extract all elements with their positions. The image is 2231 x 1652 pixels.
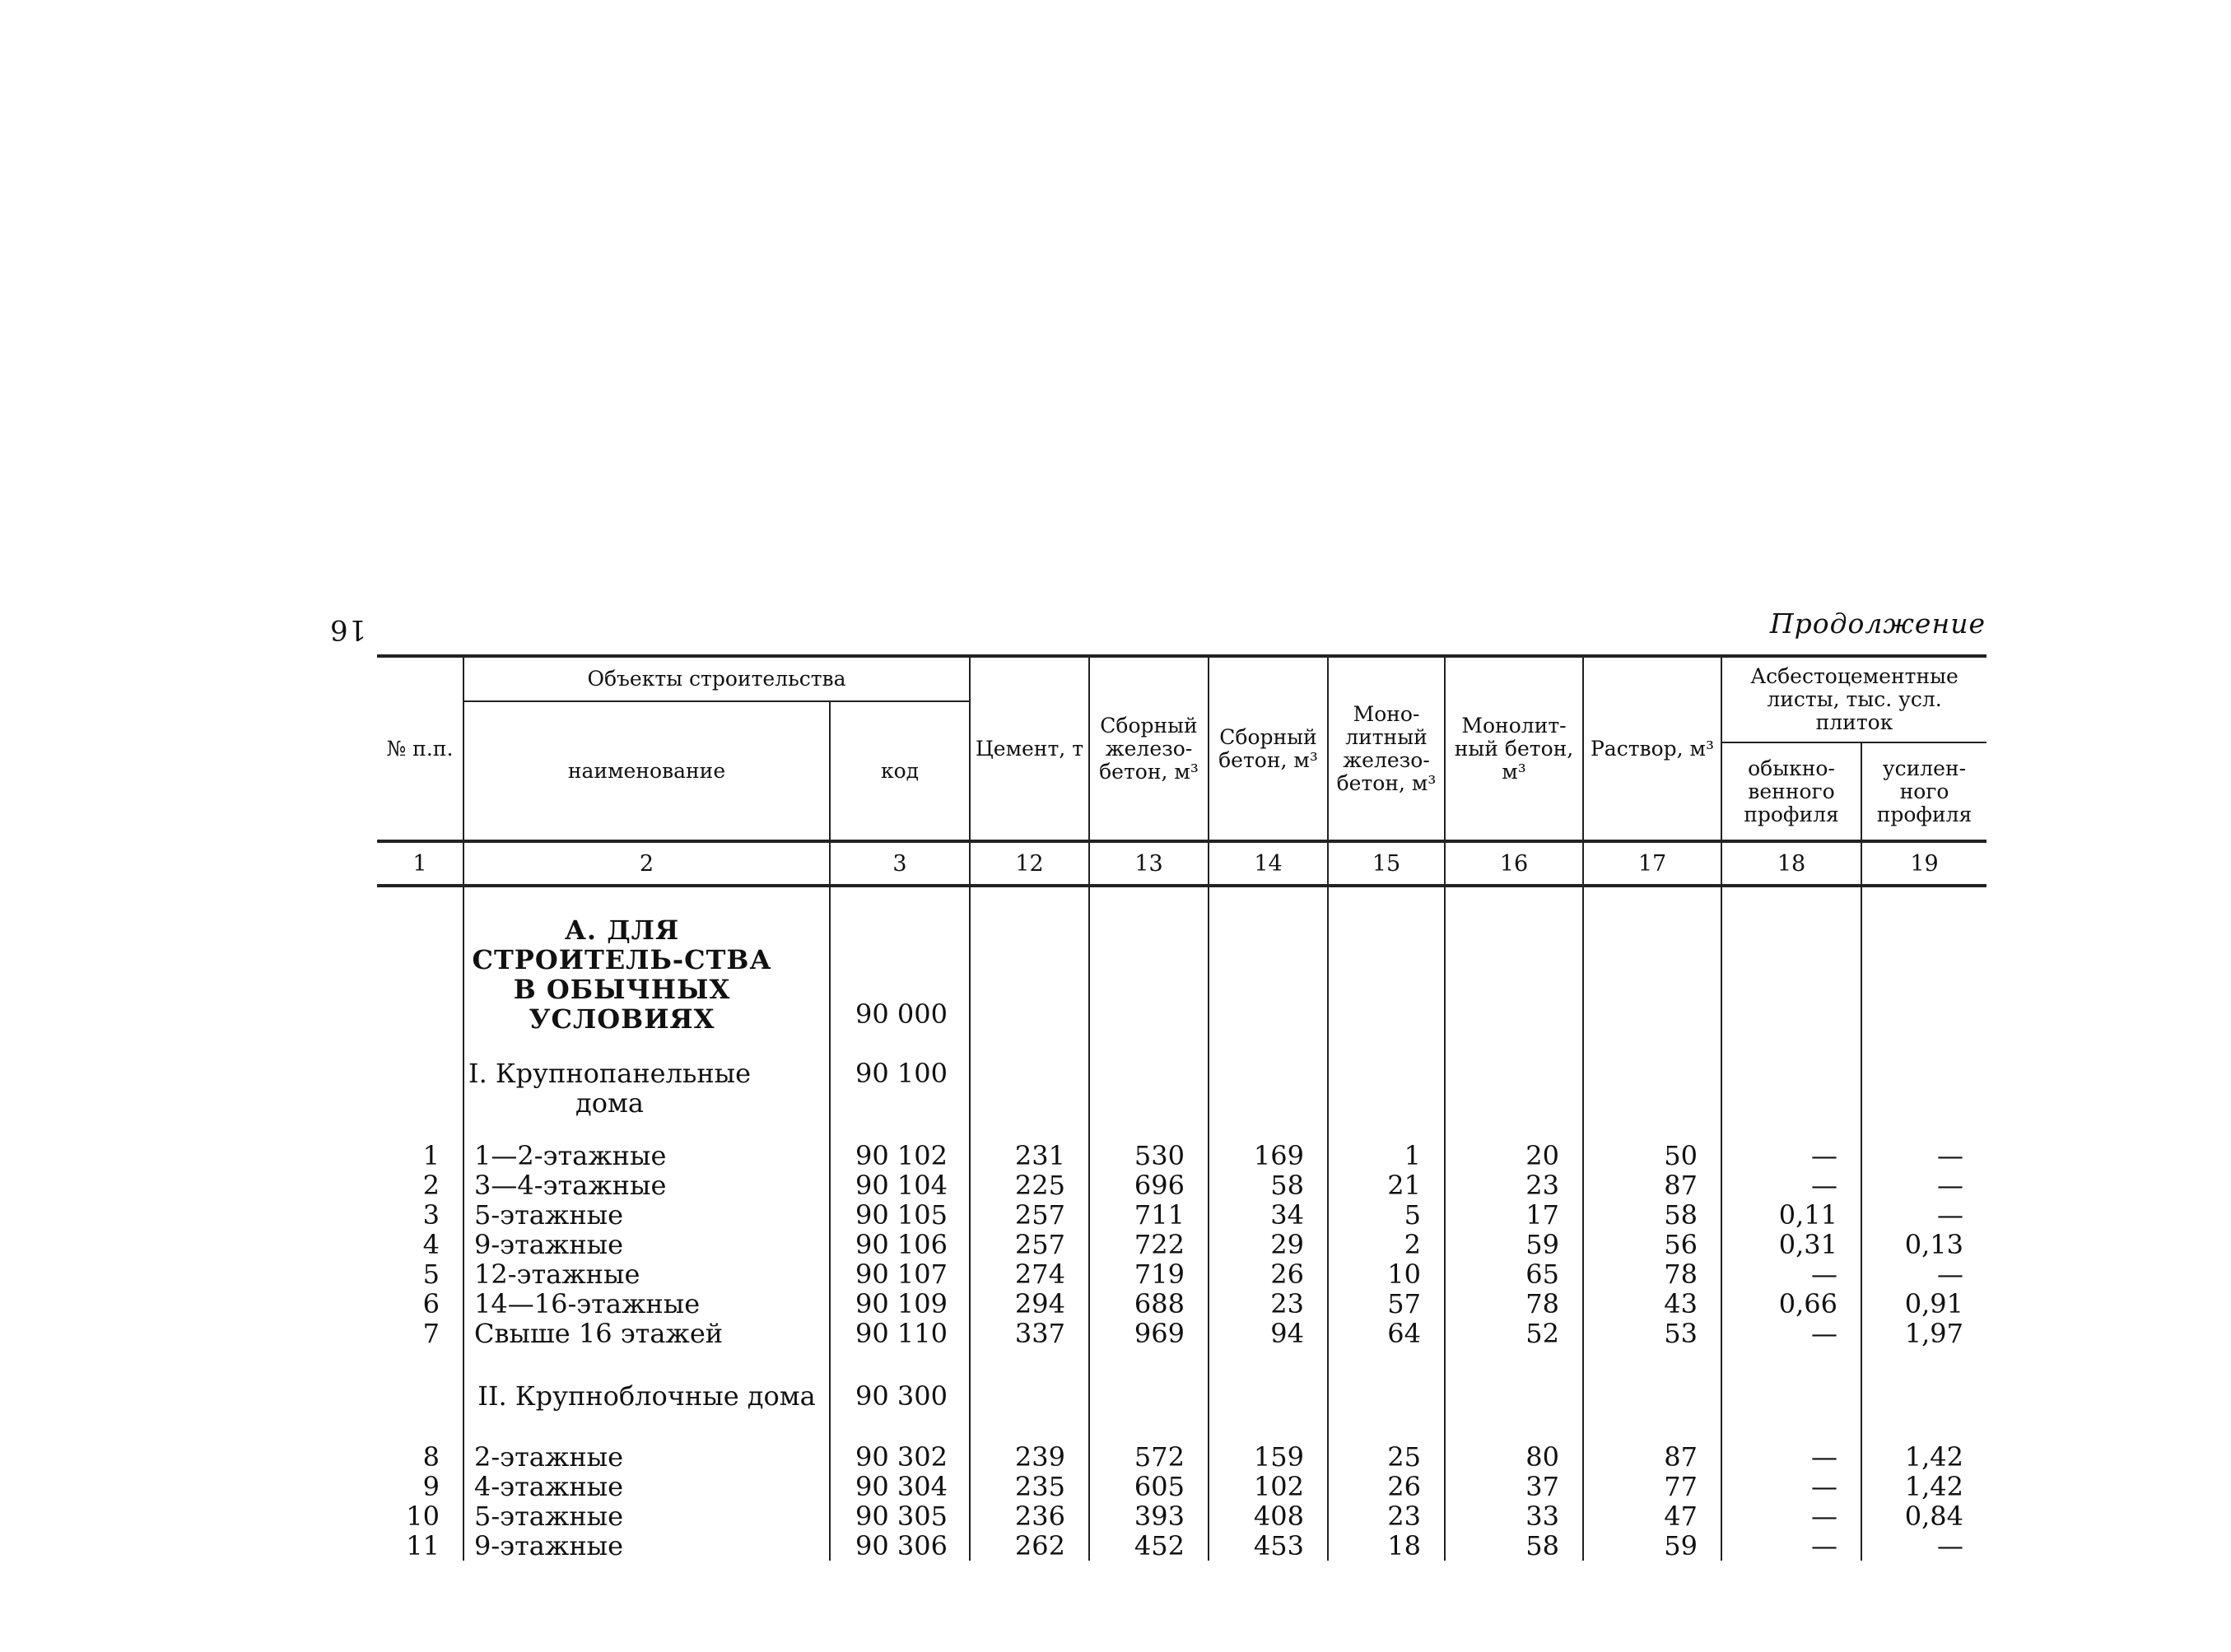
cell-c17: 87: [1583, 1442, 1721, 1472]
header-prefab-concrete: Сборный бетон, м³: [1209, 656, 1328, 841]
cell-c15: 21: [1328, 1170, 1445, 1200]
cell-code: 90 304: [830, 1472, 970, 1501]
table-row: [377, 1501, 1986, 1531]
cell-c18: —: [1721, 1141, 1861, 1170]
section-2-code: 90 300: [830, 1378, 970, 1414]
column-number: 14: [1209, 841, 1328, 886]
cell-code: 90 106: [830, 1230, 970, 1259]
cell-c14: 58: [1209, 1170, 1328, 1200]
cell-n: 7: [377, 1319, 463, 1348]
cell-c14: 102: [1209, 1472, 1328, 1501]
table-row: [377, 1289, 1986, 1319]
column-number: 16: [1445, 841, 1583, 886]
header-objects: Объекты строительства: [463, 656, 970, 701]
cell-c14: 23: [1209, 1289, 1328, 1319]
cell-c17: 58: [1583, 1200, 1721, 1230]
cell-c18: —: [1721, 1319, 1861, 1348]
section-2-title: II. Крупноблочные дома: [463, 1378, 830, 1414]
cell-name: 9-этажные: [463, 1531, 830, 1561]
cell-n: 2: [377, 1170, 463, 1200]
cell-name: 1—2-этажные: [463, 1141, 830, 1170]
table-row: [377, 1442, 1986, 1472]
cell-c12: 262: [970, 1531, 1089, 1561]
column-number: 17: [1583, 841, 1721, 886]
materials-table: [377, 654, 1986, 1561]
cell-c17: 47: [1583, 1501, 1721, 1531]
table-row: [377, 1319, 1986, 1348]
cell-c16: 78: [1445, 1289, 1583, 1319]
cell-c16: 23: [1445, 1170, 1583, 1200]
cell-c13: 688: [1089, 1289, 1209, 1319]
cell-c15: 2: [1328, 1230, 1445, 1259]
cell-c13: 530: [1089, 1141, 1209, 1170]
table-row: [377, 1531, 1986, 1561]
cell-c16: 59: [1445, 1230, 1583, 1259]
cell-c19: 1,42: [1861, 1442, 1986, 1472]
cell-c13: 393: [1089, 1501, 1209, 1531]
column-number: 13: [1089, 841, 1209, 886]
cell-n: 5: [377, 1259, 463, 1289]
column-number: 18: [1721, 841, 1861, 886]
cell-n: 1: [377, 1141, 463, 1170]
header-code: код: [830, 701, 970, 841]
cell-c18: —: [1721, 1472, 1861, 1501]
header-name: наименование: [463, 701, 830, 841]
column-number: 12: [970, 841, 1089, 886]
cell-c14: 169: [1209, 1141, 1328, 1170]
cell-c18: 0,66: [1721, 1289, 1861, 1319]
table-row: [377, 1259, 1986, 1289]
cell-c14: 408: [1209, 1501, 1328, 1531]
cell-c18: —: [1721, 1170, 1861, 1200]
cell-code: 90 305: [830, 1501, 970, 1531]
cell-c19: 1,97: [1861, 1319, 1986, 1348]
cell-c13: 452: [1089, 1531, 1209, 1561]
section-a-code: 90 000: [830, 910, 970, 1034]
cell-c15: 25: [1328, 1442, 1445, 1472]
cell-c15: 57: [1328, 1289, 1445, 1319]
cell-code: 90 107: [830, 1259, 970, 1289]
cell-code: 90 109: [830, 1289, 970, 1319]
cell-name: 3—4-этажные: [463, 1170, 830, 1200]
cell-c19: 0,13: [1861, 1230, 1986, 1259]
table-row: [377, 1230, 1986, 1259]
cell-code: 90 110: [830, 1319, 970, 1348]
cell-c12: 294: [970, 1289, 1089, 1319]
cell-c12: 239: [970, 1442, 1089, 1472]
cell-c13: 719: [1089, 1259, 1209, 1289]
cell-c19: 1,42: [1861, 1472, 1986, 1501]
cell-c14: 34: [1209, 1200, 1328, 1230]
cell-n: 9: [377, 1472, 463, 1501]
cell-c15: 18: [1328, 1531, 1445, 1561]
cell-n: 11: [377, 1531, 463, 1561]
cell-c13: 605: [1089, 1472, 1209, 1501]
cell-c15: 23: [1328, 1501, 1445, 1531]
cell-name: Свыше 16 этажей: [463, 1319, 830, 1348]
cell-c17: 77: [1583, 1472, 1721, 1501]
cell-c19: —: [1861, 1200, 1986, 1230]
cell-c12: 337: [970, 1319, 1089, 1348]
cell-c19: 0,84: [1861, 1501, 1986, 1531]
header-ordinary-profile: обыкно-венного профиля: [1721, 742, 1861, 841]
continuation-label: Продолжение: [1769, 607, 1986, 640]
cell-c18: —: [1721, 1442, 1861, 1472]
cell-c18: 0,11: [1721, 1200, 1861, 1230]
cell-c14: 94: [1209, 1319, 1328, 1348]
cell-code: 90 306: [830, 1531, 970, 1561]
cell-c13: 722: [1089, 1230, 1209, 1259]
cell-c14: 26: [1209, 1259, 1328, 1289]
cell-n: 4: [377, 1230, 463, 1259]
cell-c17: 53: [1583, 1319, 1721, 1348]
cell-c14: 159: [1209, 1442, 1328, 1472]
cell-c16: 33: [1445, 1501, 1583, 1531]
cell-name: 5-этажные: [463, 1501, 830, 1531]
cell-c15: 26: [1328, 1472, 1445, 1501]
cell-c19: —: [1861, 1170, 1986, 1200]
header-monolithic-concrete: Монолит-ный бетон, м³: [1445, 656, 1583, 841]
cell-c16: 20: [1445, 1141, 1583, 1170]
cell-c12: 257: [970, 1200, 1089, 1230]
cell-c16: 17: [1445, 1200, 1583, 1230]
cell-name: 2-этажные: [463, 1442, 830, 1472]
header-num: № п.п.: [377, 656, 463, 841]
cell-c17: 56: [1583, 1230, 1721, 1259]
table-row: [377, 1141, 1986, 1170]
cell-c16: 80: [1445, 1442, 1583, 1472]
cell-c18: —: [1721, 1531, 1861, 1561]
column-number: 19: [1861, 841, 1986, 886]
cell-c16: 52: [1445, 1319, 1583, 1348]
header-prefab-rc: Сборный железо-бетон, м³: [1089, 656, 1209, 841]
cell-n: 10: [377, 1501, 463, 1531]
cell-c16: 37: [1445, 1472, 1583, 1501]
cell-c12: 257: [970, 1230, 1089, 1259]
cell-code: 90 302: [830, 1442, 970, 1472]
cell-name: 9-этажные: [463, 1230, 830, 1259]
cell-c15: 10: [1328, 1259, 1445, 1289]
cell-c16: 58: [1445, 1531, 1583, 1561]
column-number: 1: [377, 841, 463, 886]
cell-name: 14—16-этажные: [463, 1289, 830, 1319]
header-reinforced-profile: усилен-ного профиля: [1861, 742, 1986, 841]
cell-c16: 65: [1445, 1259, 1583, 1289]
cell-name: 5-этажные: [463, 1200, 830, 1230]
cell-c15: 64: [1328, 1319, 1445, 1348]
cell-c19: —: [1861, 1141, 1986, 1170]
cell-name: 12-этажные: [463, 1259, 830, 1289]
cell-c12: 225: [970, 1170, 1089, 1200]
cell-c17: 50: [1583, 1141, 1721, 1170]
section-1-code: 90 100: [830, 1059, 970, 1124]
cell-c14: 29: [1209, 1230, 1328, 1259]
table-row: [377, 1200, 1986, 1230]
table-row: [377, 1472, 1986, 1501]
cell-c14: 453: [1209, 1531, 1328, 1561]
column-number: 15: [1328, 841, 1445, 886]
header-monolithic-rc: Моно-литный железо-бетон, м³: [1328, 656, 1445, 841]
cell-c18: —: [1721, 1501, 1861, 1531]
cell-code: 90 105: [830, 1200, 970, 1230]
header-cement: Цемент, т: [970, 656, 1089, 841]
cell-c13: 696: [1089, 1170, 1209, 1200]
section-a-title: А. ДЛЯ СТРОИТЕЛЬ-СТВА В ОБЫЧНЫХ УСЛОВИЯХ: [463, 910, 830, 1034]
cell-code: 90 102: [830, 1141, 970, 1170]
cell-c17: 43: [1583, 1289, 1721, 1319]
cell-c17: 78: [1583, 1259, 1721, 1289]
cell-c12: 231: [970, 1141, 1089, 1170]
column-number: 2: [463, 841, 830, 886]
section-1-title: I. Крупнопанельные дома: [463, 1059, 830, 1124]
cell-c13: 572: [1089, 1442, 1209, 1472]
cell-name: 4-этажные: [463, 1472, 830, 1501]
table-row: [377, 1170, 1986, 1200]
cell-c17: 87: [1583, 1170, 1721, 1200]
page-number: 16: [329, 613, 367, 646]
cell-c13: 711: [1089, 1200, 1209, 1230]
cell-n: 6: [377, 1289, 463, 1319]
cell-code: 90 104: [830, 1170, 970, 1200]
cell-c15: 5: [1328, 1200, 1445, 1230]
header-asbestos: Асбестоцементные листы, тыс. усл. плиток: [1721, 656, 1986, 742]
cell-c18: —: [1721, 1259, 1861, 1289]
cell-c15: 1: [1328, 1141, 1445, 1170]
cell-c12: 235: [970, 1472, 1089, 1501]
cell-c17: 59: [1583, 1531, 1721, 1561]
cell-c19: —: [1861, 1259, 1986, 1289]
cell-c12: 274: [970, 1259, 1089, 1289]
header-mortar: Раствор, м³: [1583, 656, 1721, 841]
cell-c19: 0,91: [1861, 1289, 1986, 1319]
cell-c12: 236: [970, 1501, 1089, 1531]
cell-n: 8: [377, 1442, 463, 1472]
cell-c18: 0,31: [1721, 1230, 1861, 1259]
cell-n: 3: [377, 1200, 463, 1230]
column-number: 3: [830, 841, 970, 886]
cell-c13: 969: [1089, 1319, 1209, 1348]
cell-c19: —: [1861, 1531, 1986, 1561]
